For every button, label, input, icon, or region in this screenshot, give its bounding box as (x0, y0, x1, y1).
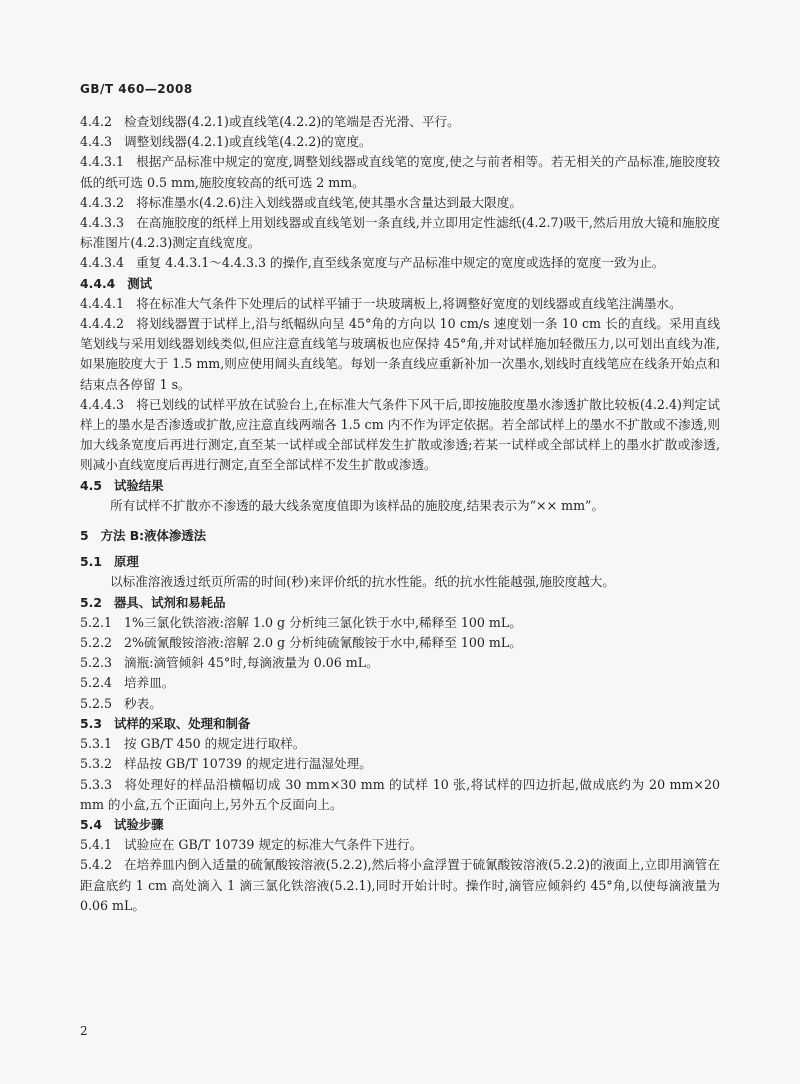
clause-number: 4.4.4 (80, 275, 116, 291)
clause-5-1-heading (80, 552, 720, 572)
clause-number: 4.4.3.2 (80, 194, 125, 210)
clause-title: 试样的采取、处理和制备 (113, 715, 251, 731)
clause-text: 重复 4.4.3.1～4.4.3.3 的操作,直至线条宽度与产品标准中规定的宽度或选择的宽度一致为止。 (136, 255, 665, 271)
clause-text: 试验应在 GB/T 10739 规定的标准大气条件下进行。 (124, 837, 423, 853)
clause-text: 将标准墨水(4.2.6)注入划线器或直线笔,使其墨水含量达到最大限度。 (136, 194, 522, 210)
clause-4-5-body: 所有试样不扩散亦不渗透的最大线条宽度值即为该样品的施胶度,结果表示为“×× mm”。 (110, 497, 605, 513)
clause-text: 将在标准大气条件下处理后的试样平铺于一块玻璃板上,将调整好宽度的划线器或直线笔注满墨水。 (136, 295, 682, 311)
clause-5-2-5 (80, 694, 720, 714)
clause-4-4-4-heading (80, 274, 720, 294)
clause-number: 4.4.3.1 (80, 154, 125, 170)
clause-text: 秒表。 (124, 695, 162, 711)
clause-title: 器具、试剂和易耗品 (113, 594, 226, 610)
clause-4-4-3-4 (80, 253, 720, 273)
clause-number: 5.1 (80, 554, 102, 570)
clause-number: 5.4.2 (80, 857, 113, 873)
clause-4-5-heading (80, 476, 720, 496)
clause-number: 5.2 (80, 594, 102, 610)
clause-number: 4.4.3 (80, 134, 113, 150)
clause-5-3-1 (80, 734, 720, 754)
clause-number: 5.3.2 (80, 756, 113, 772)
clause-number: 4.4.4.2 (80, 316, 125, 332)
clause-5-2-heading (80, 593, 720, 613)
clause-text: 将已划线的试样平放在试验台上,在标准大气条件下风干后,即按施胶度墨水渗透扩散比较板(4.2.4)判定试样上的墨水是否渗透或扩散,应注意直线两端各 1.5 cm 内不作为评定依据。若全部试样上的墨水不扩散或不渗透,则加大线条宽度后再进行测定,直至某一试样或全部试样发生扩散或渗透;若某一试样或全部试样上的墨水扩散或渗透,则减小直线宽度后再进行测定,直至全部试样不发生扩散或渗透。 (80, 396, 720, 473)
clause-text: 2%硫氰酸铵溶液:溶解 2.0 g 分析纯硫氰酸铵于水中,稀释至 100 mL。 (124, 635, 522, 651)
page-number: 2 (80, 1024, 88, 1038)
clause-text: 检查划线器(4.2.1)或直线笔(4.2.2)的笔端是否光滑、平行。 (124, 114, 460, 129)
clause-title: 试验结果 (113, 477, 164, 493)
clause-5-3-heading (80, 714, 720, 734)
clause-5-2-4 (80, 673, 720, 693)
clause-text: 将划线器置于试样上,沿与纸幅纵向呈 45°角的方向以 10 cm/s 速度划一条 10 cm 长的直线。采用直线笔划线与采用划线器划线类似,但应注意直线笔与玻璃板也应保持 45°角,并对试样施加轻微压力,以可划出直线为准,如果施胶度大于 1.5 mm,则应使用阔头直线笔。每划一条直线应重新补加一次墨水,划线时直线笔应在线条开始点和结束点各停留 1 s。 (80, 316, 720, 392)
clause-number: 5.2.3 (80, 655, 113, 671)
clause-5-3-3 (80, 775, 720, 815)
clause-title: 试验步骤 (113, 816, 164, 832)
section-number: 5 (80, 528, 89, 544)
clause-number: 4.4.2 (80, 114, 113, 129)
clause-title: 测试 (127, 275, 153, 291)
clause-title: 原理 (113, 554, 139, 570)
clause-number: 5.2.4 (80, 675, 113, 691)
clause-5-4-1 (80, 835, 720, 855)
clause-4-4-4-3 (80, 395, 720, 476)
clause-4-4-3-1 (80, 152, 720, 192)
clause-4-4-4-2 (80, 314, 720, 395)
clause-number: 5.3.3 (80, 776, 113, 792)
clause-5-2-2 (80, 633, 720, 653)
clause-text: 样品按 GB/T 10739 的规定进行温湿处理。 (124, 756, 372, 772)
clause-5-2-3 (80, 653, 720, 673)
body-text (80, 112, 720, 916)
section-5-heading (80, 526, 720, 546)
clause-text: 滴瓶:滴管倾斜 45°时,每滴液量为 0.06 mL。 (124, 655, 379, 671)
clause-4-4-3-3 (80, 213, 720, 253)
clause-4-4-3 (80, 132, 720, 152)
clause-text: 培养皿。 (124, 675, 175, 691)
clause-4-4-2 (80, 112, 720, 132)
clause-5-3-2 (80, 754, 720, 774)
clause-number: 4.4.4.1 (80, 295, 125, 311)
clause-5-4-2 (80, 855, 720, 916)
clause-number: 4.5 (80, 477, 102, 493)
clause-number: 4.4.3.4 (80, 255, 125, 271)
clause-number: 4.4.4.3 (80, 396, 125, 412)
clause-number: 4.4.3.3 (80, 215, 125, 231)
clause-5-4-heading (80, 815, 720, 835)
clause-text: 根据产品标准中规定的宽度,调整划线器或直线笔的宽度,使之与前者相等。若无相关的产品标准,施胶度较低的纸可选 0.5 mm,施胶度较高的纸可选 2 mm。 (80, 154, 720, 190)
standard-number-header: GB/T 460—2008 (80, 82, 193, 96)
clause-number: 5.3.1 (80, 736, 113, 752)
clause-5-1-body: 以标准溶液透过纸页所需的时间(秒)来评价纸的抗水性能。纸的抗水性能越强,施胶度越大。 (110, 574, 615, 590)
clause-number: 5.3 (80, 715, 102, 731)
clause-number: 5.4.1 (80, 837, 113, 853)
clause-number: 5.2.5 (80, 695, 113, 711)
clause-text: 调整划线器(4.2.1)或直线笔(4.2.2)的宽度。 (124, 134, 372, 150)
clause-text: 在高施胶度的纸样上用划线器或直线笔划一条直线,并立即用定性滤纸(4.2.7)吸干,然后用放大镜和施胶度标准图片(4.2.3)测定直线宽度。 (80, 215, 720, 251)
clause-5-2-1 (80, 613, 720, 633)
clause-4-4-4-1 (80, 294, 720, 314)
clause-text: 将处理好的样品沿横幅切成 30 mm×30 mm 的试样 10 张,将试样的四边折起,做成底约为 20 mm×20 mm 的小盒,五个正面向上,另外五个反面向上。 (80, 776, 720, 812)
clause-number: 5.2.1 (80, 614, 113, 630)
clause-number: 5.2.2 (80, 635, 113, 651)
clause-text: 在培养皿内倒入适量的硫氰酸铵溶液(5.2.2),然后将小盒浮置于硫氰酸铵溶液(5.2.2)的液面上,立即用滴管在距盒底约 1 cm 高处滴入 1 滴三氯化铁溶液(5.2.1),同时开始计时。操作时,滴管应倾斜约 45°角,以使每滴液量为 0.06 mL。 (80, 857, 720, 913)
section-title: 方法 B:液体渗透法 (100, 528, 207, 544)
clause-number: 5.4 (80, 816, 102, 832)
clause-text: 1%三氯化铁溶液:溶解 1.0 g 分析纯三氯化铁于水中,稀释至 100 mL。 (124, 614, 522, 630)
clause-4-4-3-2 (80, 193, 720, 213)
clause-text: 按 GB/T 450 的规定进行取样。 (124, 736, 306, 752)
